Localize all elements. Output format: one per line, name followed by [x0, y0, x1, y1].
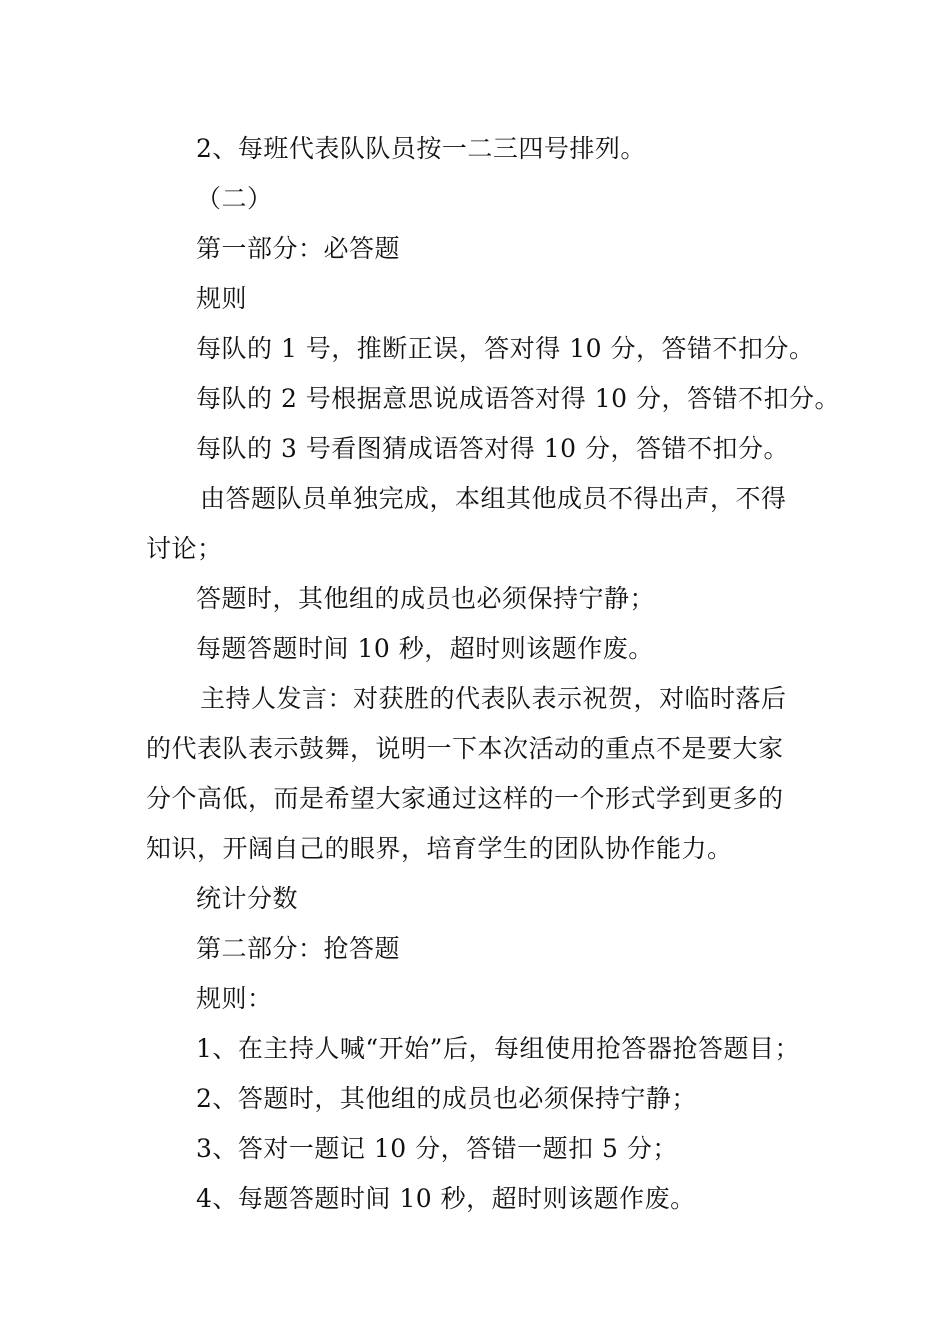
host-speech-cont-3: 知识，开阔自己的眼界，培育学生的团队协作能力。 [146, 834, 733, 863]
rule-scoring: 3、答对一题记 10 分，答错一题扣 5 分； [196, 1134, 678, 1163]
rule-independent-answer-cont: 讨论； [146, 534, 223, 563]
rule-buzzer: 1、在主持人喊“开始”后，每组使用抢答器抢答题目； [196, 1034, 800, 1063]
part-one-heading: 第一部分：必答题 [196, 234, 401, 263]
rule-line-team-order: 2、每班代表队队员按一二三四号排列。 [196, 134, 646, 163]
rule-independent-answer: 由答题队员单独完成，本组其他成员不得出声，不得 [200, 484, 787, 513]
rule-player-2: 每队的 2 号根据意思说成语答对得 10 分，答错不扣分。 [196, 384, 841, 413]
rule-keep-quiet-2: 2、答题时，其他组的成员也必须保持宁静； [196, 1084, 697, 1113]
rule-time-limit: 每题答题时间 10 秒，超时则该题作废。 [196, 634, 654, 663]
score-tally: 统计分数 [196, 884, 299, 913]
rule-player-1: 每队的 1 号，推断正误，答对得 10 分，答错不扣分。 [196, 334, 815, 363]
host-speech-cont-1: 的代表队表示鼓舞，说明一下本次活动的重点不是要大家 [146, 734, 784, 763]
rules-heading: 规则 [196, 284, 248, 313]
rules-heading-2: 规则： [196, 984, 273, 1013]
host-speech: 主持人发言：对获胜的代表队表示祝贺，对临时落后 [200, 684, 787, 713]
rule-player-3: 每队的 3 号看图猜成语答对得 10 分，答错不扣分。 [196, 434, 790, 463]
part-two-heading: 第二部分：抢答题 [196, 934, 401, 963]
rule-keep-quiet: 答题时，其他组的成员也必须保持宁静； [196, 584, 656, 613]
rule-time-limit-2: 4、每题答题时间 10 秒，超时则该题作废。 [196, 1184, 696, 1213]
section-number: （二） [196, 184, 273, 213]
host-speech-cont-2: 分个高低，而是希望大家通过这样的一个形式学到更多的 [146, 784, 784, 813]
